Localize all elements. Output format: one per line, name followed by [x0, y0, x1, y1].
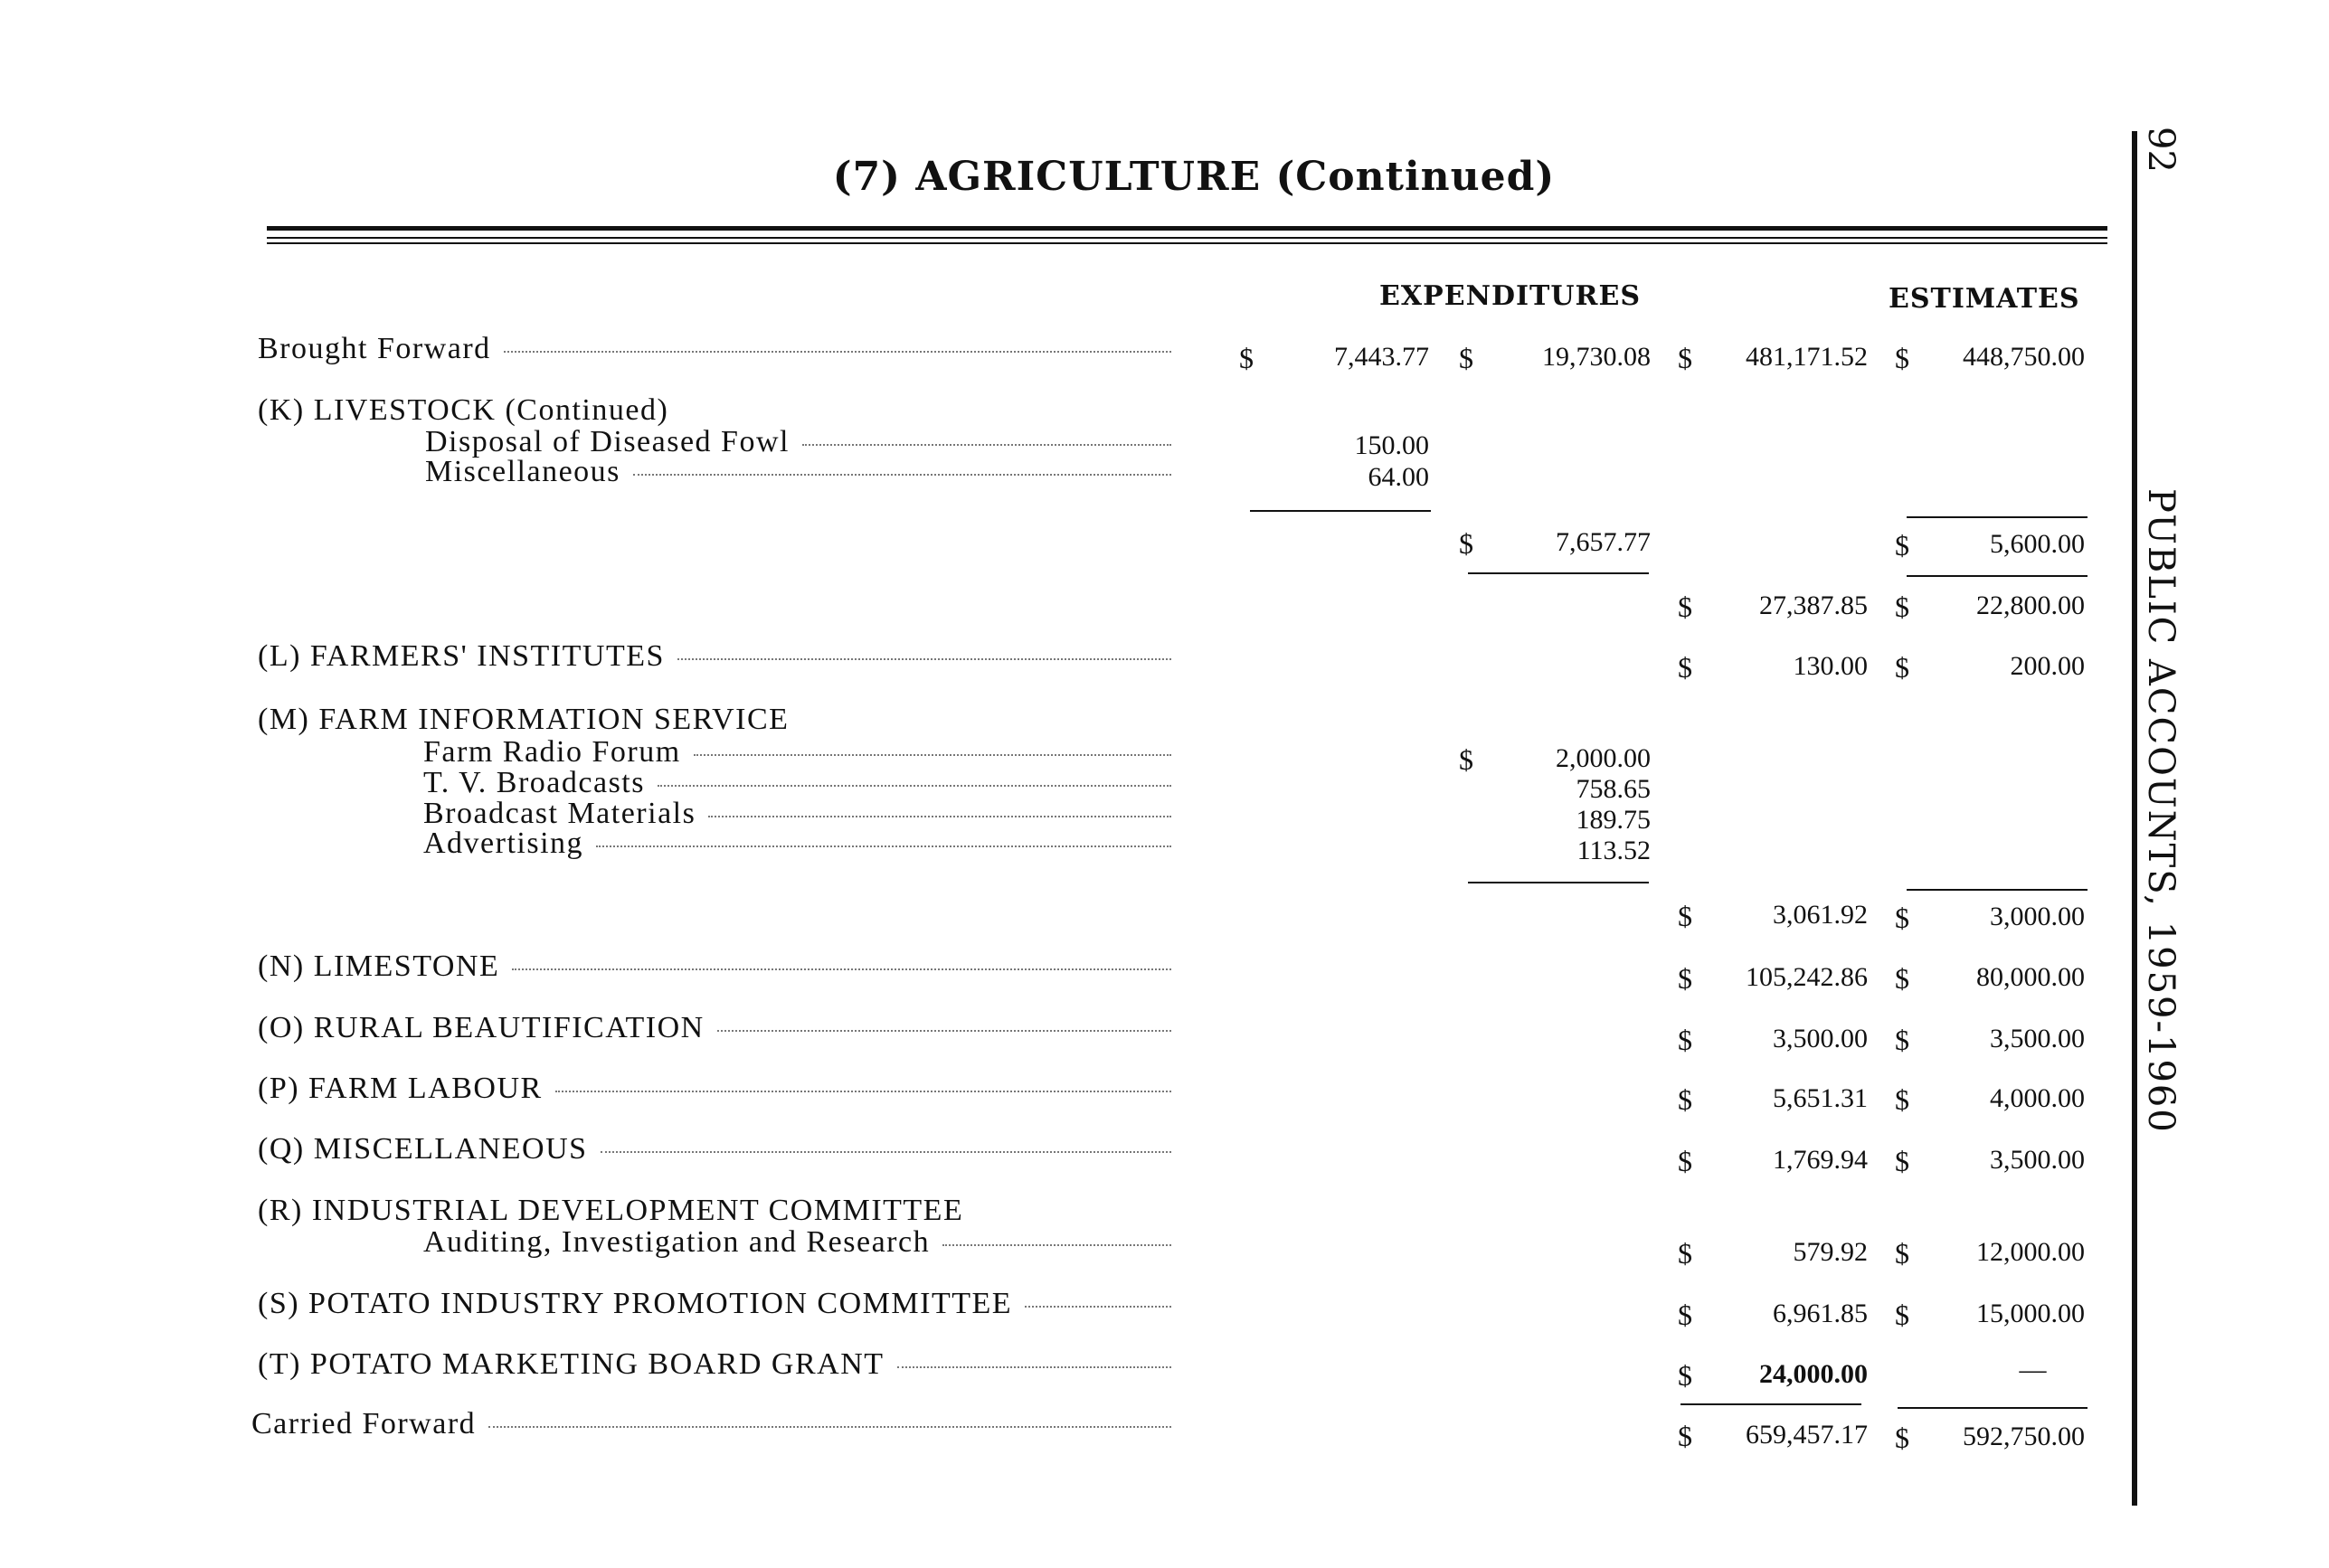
farm-labour-value: 5,651.31	[1773, 1083, 1868, 1113]
currency-sign: $	[1895, 962, 1909, 995]
limestone-label: (N) LIMESTONE	[258, 949, 1171, 984]
rural-beautification-label: (O) RURAL BEAUTIFICATION	[258, 1011, 1171, 1045]
currency-sign: $	[1895, 1237, 1909, 1270]
brought-forward-col1: 7,443.77	[1334, 342, 1429, 372]
subtotal-rule	[1468, 882, 1649, 883]
farm-info-item-label: Farm Radio Forum	[423, 735, 1171, 770]
industrial-item-label: Auditing, Investigation and Research	[423, 1225, 1171, 1260]
farm-info-heading: (M) FARM INFORMATION SERVICE	[258, 703, 790, 736]
carried-forward-estimate: 592,750.00	[1963, 1422, 2085, 1451]
subtotal-rule	[1250, 510, 1431, 512]
potato-board-label: (T) POTATO MARKETING BOARD GRANT	[258, 1347, 1171, 1382]
subtotal-rule	[1907, 889, 2088, 891]
farm-info-item-value: 2,000.00	[1556, 743, 1651, 773]
currency-sign: $	[1678, 1299, 1692, 1331]
livestock-item-value: 64.00	[1368, 462, 1429, 492]
industrial-value: 579.92	[1793, 1237, 1868, 1267]
running-head: PUBLIC ACCOUNTS, 1959-1960	[2140, 488, 2182, 1134]
farmers-institutes-label: (L) FARMERS' INSTITUTES	[258, 639, 1171, 674]
potato-board-value: 24,000.00	[1759, 1359, 1868, 1389]
brought-forward-col2: 19,730.08	[1542, 342, 1651, 372]
livestock-subtotal: 7,657.77	[1556, 527, 1651, 557]
title-rule-thin-2	[267, 242, 2107, 244]
title-rule-thick	[267, 226, 2107, 231]
column-header-expenditures: EXPENDITURES	[1379, 280, 1641, 312]
miscellaneous-label: (Q) MISCELLANEOUS	[258, 1132, 1171, 1167]
farm-info-item-value: 758.65	[1576, 774, 1651, 804]
rural-beautification-value: 3,500.00	[1773, 1024, 1868, 1053]
potato-promotion-value: 6,961.85	[1773, 1299, 1868, 1328]
farm-info-estimate: 3,000.00	[1990, 902, 2085, 931]
currency-sign: $	[1895, 1145, 1909, 1177]
livestock-total-estimate: 22,800.00	[1976, 590, 2085, 620]
currency-sign: $	[1459, 743, 1473, 776]
currency-sign: $	[1895, 902, 1909, 934]
livestock-item-label: Miscellaneous	[425, 455, 1171, 489]
currency-sign: $	[1895, 590, 1909, 623]
miscellaneous-value: 1,769.94	[1773, 1145, 1868, 1175]
total-rule	[1898, 1407, 2088, 1409]
currency-sign: $	[1239, 342, 1254, 374]
currency-sign: $	[1895, 342, 1909, 374]
currency-sign: $	[1678, 651, 1692, 684]
brought-forward-col4: 448,750.00	[1963, 342, 2085, 372]
brought-forward-label: Brought Forward	[258, 332, 1171, 366]
currency-sign: $	[1459, 342, 1473, 374]
industrial-heading: (R) INDUSTRIAL DEVELOPMENT COMMITTEE	[258, 1194, 964, 1227]
currency-sign: $	[1678, 1024, 1692, 1056]
currency-sign: $	[1678, 962, 1692, 995]
farm-info-item-value: 113.52	[1576, 836, 1651, 865]
currency-sign: $	[1895, 651, 1909, 684]
subtotal-rule	[1907, 575, 2088, 577]
rural-beautification-estimate: 3,500.00	[1990, 1024, 2085, 1053]
potato-promotion-label: (S) POTATO INDUSTRY PROMOTION COMMITTEE	[258, 1287, 1171, 1321]
farmers-institutes-estimate: 200.00	[2010, 651, 2085, 681]
miscellaneous-estimate: 3,500.00	[1990, 1145, 2085, 1175]
brought-forward-col3: 481,171.52	[1746, 342, 1868, 372]
currency-sign: $	[1678, 342, 1692, 374]
livestock-total: 27,387.85	[1759, 590, 1868, 620]
potato-promotion-estimate: 15,000.00	[1976, 1299, 2085, 1328]
limestone-value: 105,242.86	[1746, 962, 1868, 992]
currency-sign: $	[1678, 900, 1692, 932]
margin-rule	[2132, 131, 2137, 1506]
farmers-institutes-value: 130.00	[1793, 651, 1868, 681]
currency-sign: $	[1895, 529, 1909, 562]
livestock-item-value: 150.00	[1354, 430, 1429, 460]
livestock-item-label: Disposal of Diseased Fowl	[425, 425, 1171, 459]
currency-sign: $	[1895, 1083, 1909, 1116]
livestock-heading: (K) LIVESTOCK (Continued)	[258, 393, 669, 427]
limestone-estimate: 80,000.00	[1976, 962, 2085, 992]
currency-sign: $	[1678, 1145, 1692, 1177]
currency-sign: $	[1678, 1237, 1692, 1270]
carried-forward-label: Carried Forward	[251, 1407, 1171, 1441]
total-rule	[1680, 1403, 1861, 1405]
subtotal-rule	[1907, 516, 2088, 518]
currency-sign: $	[1678, 1083, 1692, 1116]
farm-info-item-label: Advertising	[423, 827, 1171, 861]
farm-info-item-label: Broadcast Materials	[423, 797, 1171, 831]
title-rule-thin	[267, 237, 2107, 239]
currency-sign: $	[1678, 1420, 1692, 1452]
farm-info-item-label: T. V. Broadcasts	[423, 766, 1171, 800]
page-title: (7) AGRICULTURE (Continued)	[832, 154, 1556, 200]
currency-sign: $	[1895, 1422, 1909, 1454]
carried-forward-value: 659,457.17	[1746, 1420, 1868, 1450]
currency-sign: $	[1678, 590, 1692, 623]
farm-info-total: 3,061.92	[1773, 900, 1868, 930]
currency-sign: $	[1678, 1359, 1692, 1392]
currency-sign: $	[1459, 527, 1473, 560]
column-header-estimates: ESTIMATES	[1889, 283, 2080, 315]
industrial-estimate: 12,000.00	[1976, 1237, 2085, 1267]
potato-board-estimate: —	[2019, 1355, 2047, 1384]
farm-labour-estimate: 4,000.00	[1990, 1083, 2085, 1113]
currency-sign: $	[1895, 1024, 1909, 1056]
livestock-estimate: 5,600.00	[1990, 529, 2085, 559]
page-number: 92	[2140, 127, 2182, 173]
subtotal-rule	[1468, 572, 1649, 574]
currency-sign: $	[1895, 1299, 1909, 1331]
farm-info-item-value: 189.75	[1576, 805, 1651, 835]
farm-labour-label: (P) FARM LABOUR	[258, 1072, 1171, 1106]
